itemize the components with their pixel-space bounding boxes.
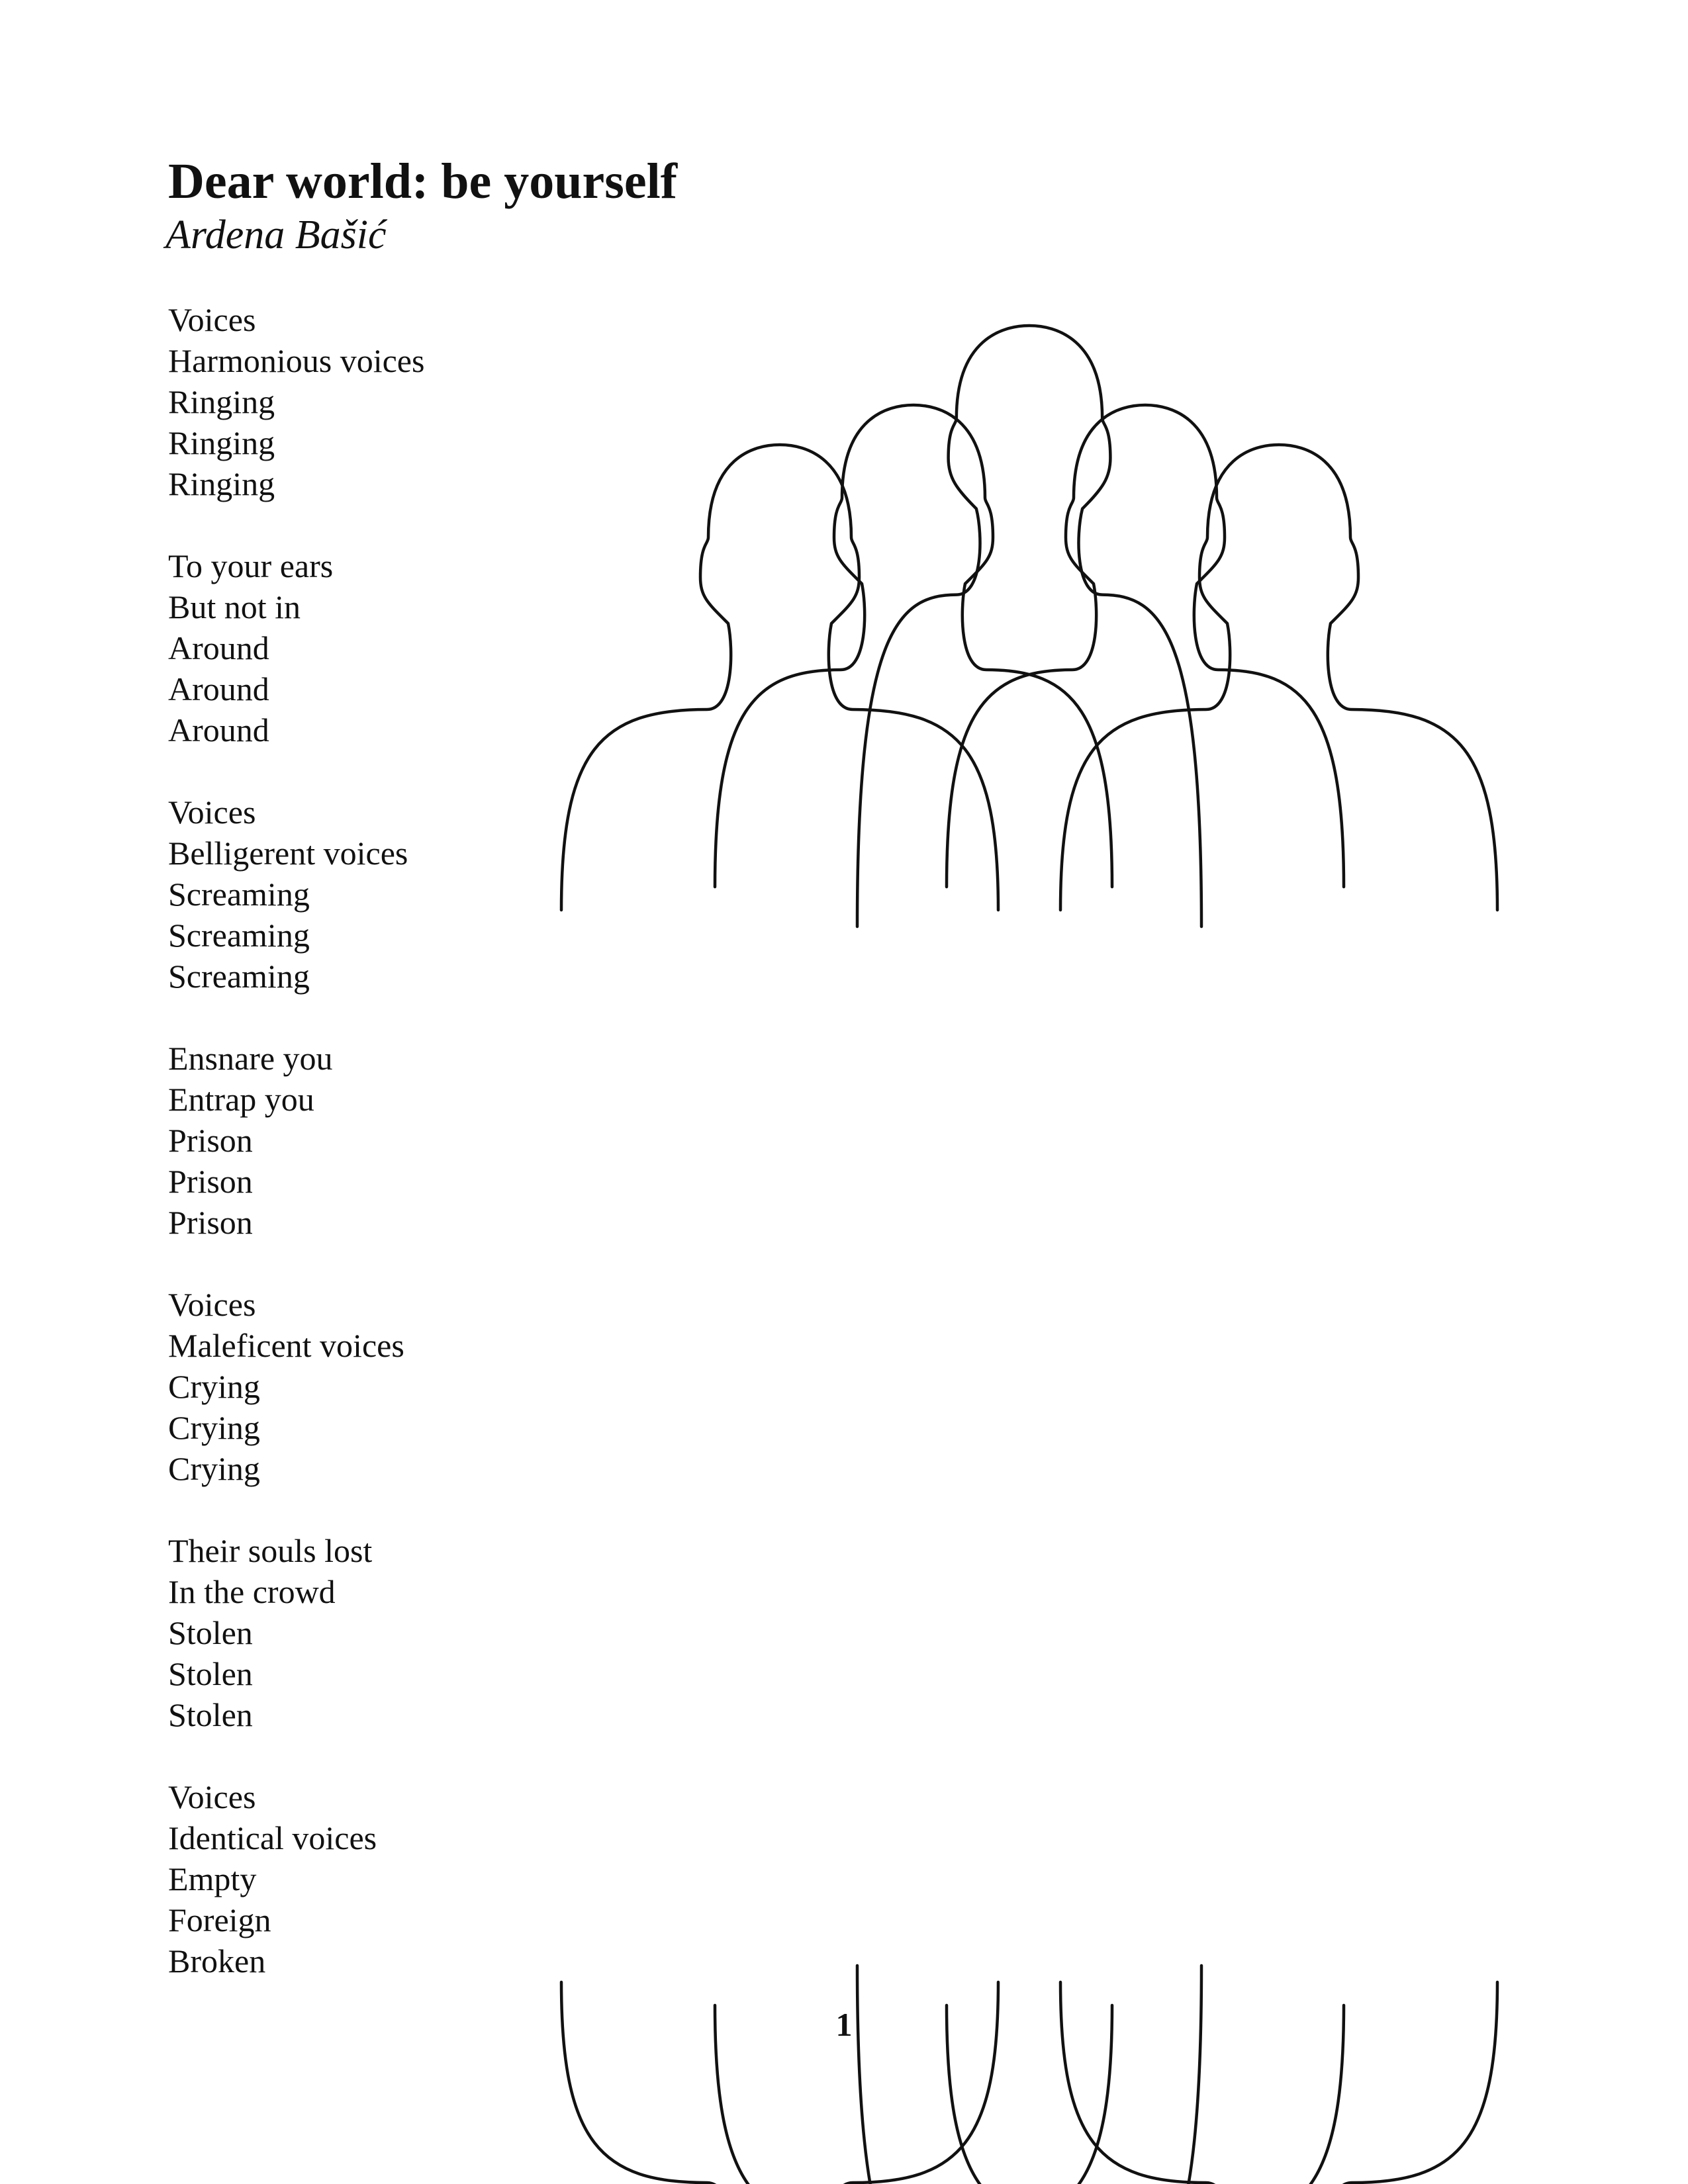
poem-line: Crying bbox=[168, 1368, 260, 1405]
poem-line: Ringing bbox=[168, 424, 275, 461]
poem-line: Stolen bbox=[168, 1614, 253, 1651]
silhouette-group-bottom bbox=[561, 1966, 1497, 2184]
person-silhouette bbox=[857, 1966, 1201, 2184]
poem-line: Harmonious voices bbox=[168, 342, 425, 379]
poem-line: Broken bbox=[168, 1942, 266, 1979]
poem-line: Around bbox=[168, 629, 269, 666]
poem-line: Screaming bbox=[168, 958, 310, 995]
poem-line: Prison bbox=[168, 1122, 253, 1159]
poem-title: Dear world: be yourself bbox=[168, 154, 678, 209]
poem-line: In the crowd bbox=[168, 1573, 336, 1610]
poem-line: Empty bbox=[168, 1860, 257, 1897]
poem-line: Their souls lost bbox=[168, 1532, 373, 1569]
page-number: 1 bbox=[835, 2006, 853, 2043]
poem-line: Maleficent voices bbox=[168, 1327, 404, 1364]
poem-line: Voices bbox=[168, 794, 256, 831]
poem-line: Around bbox=[168, 670, 269, 707]
poem-line: Prison bbox=[168, 1204, 253, 1241]
poem-line: Entrap you bbox=[168, 1081, 314, 1118]
poem-line: Crying bbox=[168, 1409, 260, 1446]
poem-line: Screaming bbox=[168, 876, 310, 913]
poem-line: Foreign bbox=[168, 1901, 271, 1938]
poem-line: Voices bbox=[168, 1286, 256, 1323]
poem-line: Belligerent voices bbox=[168, 835, 408, 872]
author-name: Ardena Bašić bbox=[165, 212, 387, 257]
poem-line: But not in bbox=[168, 588, 301, 625]
poem-line: Stolen bbox=[168, 1696, 253, 1733]
poem-line: Screaming bbox=[168, 917, 310, 954]
poem-line: Ringing bbox=[168, 465, 275, 502]
poem-line: Identical voices bbox=[168, 1819, 377, 1856]
poem-line: Crying bbox=[168, 1450, 260, 1487]
poem-line: Prison bbox=[168, 1163, 253, 1200]
poem-line: Stolen bbox=[168, 1655, 253, 1692]
poem-line: Voices bbox=[168, 301, 256, 338]
poem-line: To your ears bbox=[168, 547, 334, 584]
poem-line: Around bbox=[168, 711, 269, 749]
poem-line: Ensnare you bbox=[168, 1040, 333, 1077]
poem-line: Voices bbox=[168, 1778, 256, 1815]
poem-line: Ringing bbox=[168, 383, 275, 420]
